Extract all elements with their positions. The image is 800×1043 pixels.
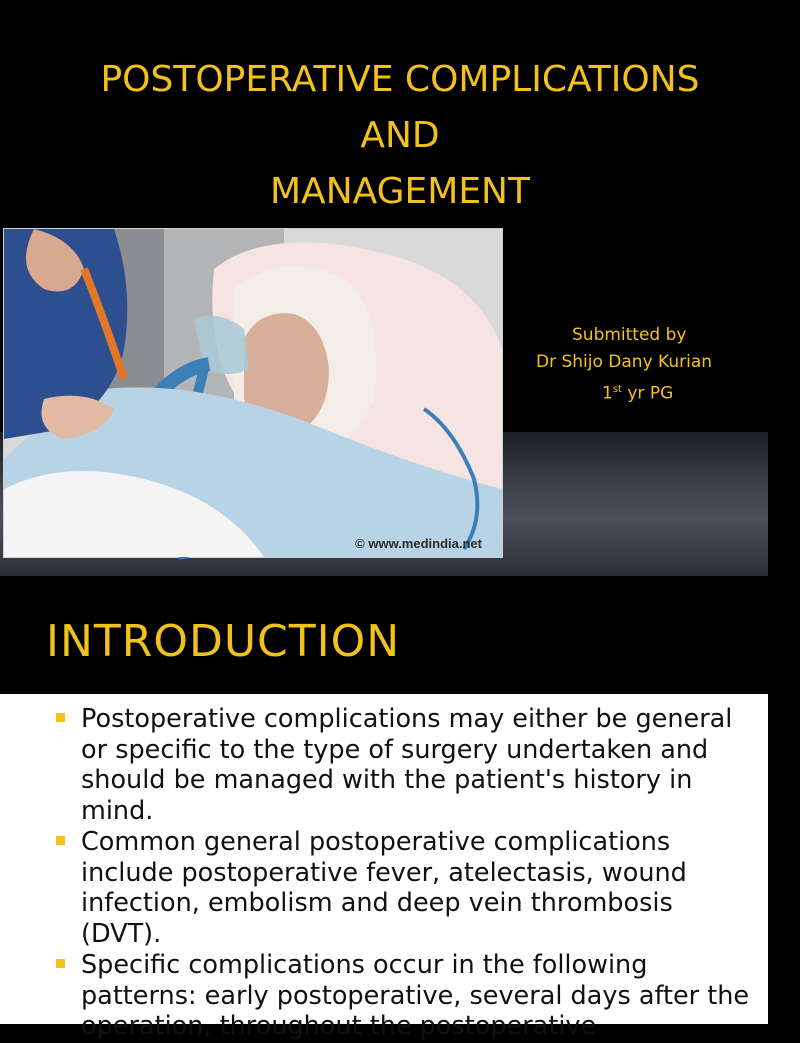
title-line-1: POSTOPERATIVE COMPLICATIONS (100, 59, 700, 100)
list-item (50, 704, 760, 826)
bullet-text: Postoperative complications may either be general or specific to the type of surgery undertaken and should be managed with the patient's history in mind. (81, 704, 733, 826)
bullet-text: Common general postoperative complications include postoperative fever, atelectasis, wound infection, embolism and deep vein thrombosis (DVT). (81, 827, 687, 949)
bullet-text: Specific complications occur in the following patterns: early postoperative, several days after the operation, throughout the postoperative (81, 950, 750, 1041)
bullet-square-icon (56, 959, 65, 968)
bullet-list (50, 704, 760, 1043)
bullet-square-icon (56, 836, 65, 845)
photo-watermark: © www.medindia.net (355, 536, 482, 551)
submitted-block (536, 322, 736, 408)
bullet-square-icon (56, 713, 65, 722)
patient-photo (3, 228, 503, 558)
author-year (536, 376, 736, 408)
patient-photo-illustration (4, 229, 502, 557)
year-number: 1 (602, 383, 613, 404)
list-item (50, 950, 760, 1042)
author-name: Dr Shijo Dany Kurian (536, 352, 713, 372)
submitted-label: Submitted by (572, 325, 687, 345)
year-rest: yr PG (621, 383, 674, 404)
list-item (50, 827, 760, 949)
slide-title (0, 52, 800, 220)
year-suffix: st (612, 384, 622, 395)
introduction-slide (0, 576, 768, 1041)
introduction-header (0, 576, 768, 694)
introduction-body (0, 694, 768, 1041)
introduction-heading: INTRODUCTION (46, 616, 401, 667)
title-line-3: MANAGEMENT (270, 171, 530, 212)
title-line-2: AND (360, 115, 440, 156)
